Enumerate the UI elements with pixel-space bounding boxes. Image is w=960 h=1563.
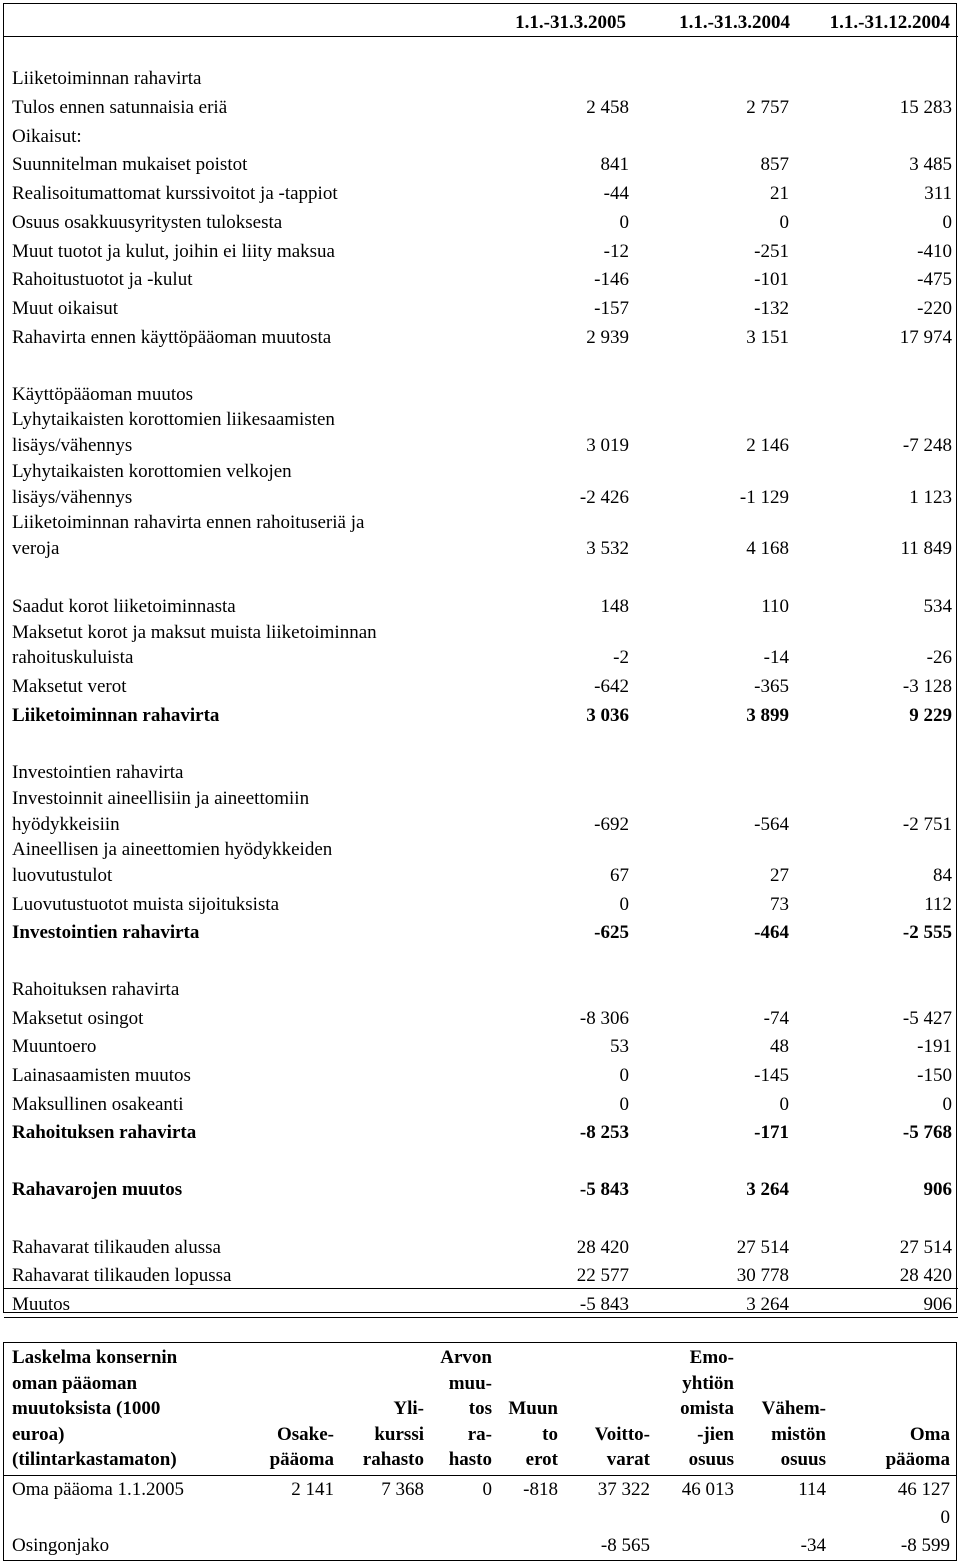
row-value-2: 27 (770, 865, 789, 886)
row-label: rahoituskuluista (12, 647, 134, 668)
row-value-3: -2 555 (902, 922, 952, 943)
row-value-2: 48 (770, 1036, 789, 1057)
row-label: Suunnitelman mukaiset poistot (12, 154, 248, 175)
translation-differences-header (498, 1343, 564, 1476)
equity-row (4, 1475, 957, 1504)
row-label: Liiketoiminnan rahavirta (12, 705, 220, 726)
row-value-1: -2 (613, 647, 629, 668)
header-line: Emo- (689, 1347, 734, 1368)
header-line: pääoma (885, 1449, 950, 1470)
row-value-2: 21 (770, 183, 789, 204)
equity-cell: 0 (482, 1478, 492, 1500)
row-value-2: -74 (763, 1008, 789, 1029)
header-divider (4, 36, 958, 37)
row-label: luovutustulot (12, 865, 113, 886)
row-value-3: 906 (923, 1179, 952, 1200)
row-value-1: 0 (619, 1065, 629, 1086)
row-value-2: 0 (779, 1094, 789, 1115)
header-line: kurssi (374, 1423, 424, 1445)
header-line: pääoma (269, 1449, 334, 1470)
equity-row (4, 1532, 957, 1561)
row-value-3: 17 974 (899, 327, 952, 348)
cash-flow-row (4, 865, 958, 891)
row-value-2: 0 (779, 212, 789, 233)
row-label: Lyhytaikaisten korottomien liikesaamisten (12, 409, 335, 430)
row-value-1: 0 (619, 1094, 629, 1115)
header-line: Arvon (440, 1347, 492, 1368)
row-value-1: 148 (600, 596, 629, 617)
row-value-3: 84 (933, 865, 952, 886)
row-label: Maksetut verot (12, 676, 127, 697)
equity-cell (740, 1504, 832, 1532)
row-value-3: 9 229 (909, 705, 952, 726)
row-value-1: -642 (594, 676, 629, 697)
cash-flow-row (4, 705, 958, 731)
row-label: Muutos (12, 1294, 71, 1315)
row-value-3: -410 (917, 241, 952, 262)
equity-row (4, 1504, 957, 1532)
cash-flow-row (4, 435, 958, 461)
row-value-1: 3 019 (586, 435, 629, 456)
cash-flow-row (4, 327, 958, 353)
row-value-2: -251 (754, 241, 789, 262)
equity-cell (430, 1504, 498, 1532)
header-line: euroa) (12, 1423, 65, 1445)
equity-cell (564, 1504, 656, 1532)
row-value-2: -464 (754, 922, 789, 943)
header-line: -jien (697, 1423, 734, 1445)
header-line: Oma (909, 1423, 950, 1445)
header-line: Laskelma konsernin (12, 1347, 178, 1368)
row-value-1: -2 426 (579, 487, 629, 508)
equity-row-label (4, 1504, 237, 1532)
row-value-1: -157 (594, 298, 629, 319)
row-value-2: -132 (754, 298, 789, 319)
equity-title-header (4, 1343, 237, 1476)
cash-flow-row (4, 1122, 958, 1148)
row-value-2: 3 899 (746, 705, 789, 726)
row-label: Rahavarat tilikauden alussa (12, 1237, 221, 1258)
row-value-3: 311 (924, 183, 952, 204)
header-line: yhtiön (682, 1372, 734, 1394)
row-value-1: 2 458 (586, 97, 629, 118)
period-header-2004fy: 1.1.-31.12.2004 (829, 12, 950, 33)
cash-flow-row (4, 762, 958, 788)
row-value-3: -5 768 (902, 1122, 952, 1143)
row-value-3: 112 (924, 894, 952, 915)
row-value-3: 11 849 (900, 538, 952, 559)
row-value-3: -3 128 (902, 676, 952, 697)
header-line: muu- (448, 1372, 492, 1394)
row-value-2: 3 151 (746, 327, 789, 348)
row-label: Saadut korot liiketoiminnasta (12, 596, 236, 617)
row-value-1: -8 306 (579, 1008, 629, 1029)
row-label: Tulos ennen satunnaisia eriä (12, 97, 228, 118)
row-value-1: -12 (603, 241, 629, 262)
row-label: Rahoituksen rahavirta (12, 1122, 197, 1143)
row-value-1: -625 (594, 922, 629, 943)
row-value-2: -145 (754, 1065, 789, 1086)
cash-flow-row (4, 676, 958, 702)
row-value-3: -2 751 (902, 814, 952, 835)
cash-flow-row (4, 154, 958, 180)
equity-cell (656, 1532, 740, 1561)
row-label: Maksullinen osakeanti (12, 1094, 184, 1115)
cash-flow-row (4, 979, 958, 1005)
header-line: Voitto- (594, 1423, 650, 1445)
revaluation-reserve-header (430, 1343, 498, 1476)
cash-flow-row (4, 212, 958, 238)
header-line: Vähem- (761, 1398, 826, 1419)
row-label: Lyhytaikaisten korottomien velkojen (12, 461, 292, 482)
equity-cell: -8 565 (600, 1534, 650, 1556)
equity-header-row (4, 1343, 957, 1476)
row-value-1: 3 036 (586, 705, 629, 726)
cash-flow-row (4, 68, 958, 94)
equity-cell: -818 (523, 1478, 558, 1500)
equity-cell: -34 (800, 1534, 826, 1556)
row-label: Liiketoiminnan rahavirta ennen rahoituseriä ja (12, 512, 365, 533)
cash-flow-row (4, 538, 958, 564)
cash-flow-row (4, 622, 958, 648)
row-value-1: -5 843 (579, 1294, 629, 1315)
share-capital-header (236, 1343, 340, 1476)
header-line: mistön (771, 1423, 826, 1445)
period-header-2005q1: 1.1.-31.3.2005 (515, 12, 626, 33)
row-value-2: -564 (754, 814, 789, 835)
row-label: Lainasaamisten muutos (12, 1065, 191, 1086)
cash-flow-row (4, 298, 958, 324)
header-line: osuus (780, 1449, 826, 1470)
equity-changes-table (3, 1342, 957, 1561)
cash-flow-row (4, 512, 958, 538)
row-value-2: 110 (761, 596, 789, 617)
cash-flow-row (4, 409, 958, 435)
cash-flow-row (4, 839, 958, 865)
header-line: oman pääoman (12, 1372, 138, 1394)
equity-row-label: Oma pääoma 1.1.2005 (12, 1478, 185, 1500)
header-line: varat (606, 1449, 650, 1470)
row-value-3: -220 (917, 298, 952, 319)
row-value-2: -1 129 (739, 487, 789, 508)
row-label: hyödykkeisiin (12, 814, 120, 835)
cash-flow-statement (3, 3, 957, 1313)
minority-share-header (740, 1343, 832, 1476)
row-label: lisäys/vähennys (12, 435, 133, 456)
row-value-2: 3 264 (746, 1179, 789, 1200)
row-value-2: 3 264 (746, 1294, 789, 1315)
retained-earnings-header (564, 1343, 656, 1476)
period-header-2004q1: 1.1.-31.3.2004 (679, 12, 790, 33)
equity-cell: 7 368 (381, 1478, 424, 1500)
cash-flow-row (4, 922, 958, 948)
cash-flow-row (4, 241, 958, 267)
cash-flow-row (4, 1065, 958, 1091)
row-value-1: -146 (594, 269, 629, 290)
cash-flow-row (4, 1094, 958, 1120)
cash-flow-row (4, 1237, 958, 1263)
row-value-2: -14 (763, 647, 789, 668)
row-value-3: -475 (917, 269, 952, 290)
row-value-1: -8 253 (579, 1122, 629, 1143)
cash-flow-row (4, 269, 958, 295)
row-value-2: -365 (754, 676, 789, 697)
header-line: to (542, 1423, 558, 1445)
equity-cell: 0 (940, 1506, 950, 1528)
cash-flow-row (4, 1008, 958, 1034)
row-value-1: -44 (603, 183, 629, 204)
row-value-3: 28 420 (899, 1265, 952, 1286)
cash-flow-row (4, 126, 958, 152)
row-value-3: -5 427 (902, 1008, 952, 1029)
row-value-2: 27 514 (736, 1237, 789, 1258)
equity-cell (236, 1504, 340, 1532)
row-value-2: -171 (754, 1122, 789, 1143)
cash-flow-row (4, 647, 958, 673)
row-value-2: 4 168 (746, 538, 789, 559)
cash-flow-row (4, 1036, 958, 1062)
row-label: Muuntoero (12, 1036, 97, 1057)
row-value-2: 73 (770, 894, 789, 915)
equity-cell: 2 141 (291, 1478, 334, 1500)
row-label: Maksetut osingot (12, 1008, 144, 1029)
header-line: hasto (448, 1449, 492, 1470)
row-value-1: 67 (610, 865, 629, 886)
total-equity-header (832, 1343, 957, 1476)
equity-cell (236, 1532, 340, 1561)
row-value-3: 0 (942, 212, 952, 233)
cash-flow-row (4, 487, 958, 513)
row-label: Aineellisen ja aineettomien hyödykkeiden (12, 839, 333, 860)
row-label: Muut tuotot ja kulut, joihin ei liity maksua (12, 241, 335, 262)
row-label: Realisoitumattomat kurssivoitot ja -tappiot (12, 183, 338, 204)
cash-flow-row (4, 788, 958, 814)
equity-cell (430, 1532, 498, 1561)
header-line: muutoksista (1000 (12, 1398, 161, 1419)
header-line: osuus (688, 1449, 734, 1470)
equity-cell: 46 127 (897, 1478, 950, 1500)
header-line: ra- (467, 1423, 492, 1445)
cash-flow-row (4, 1179, 958, 1205)
row-value-3: -191 (917, 1036, 952, 1057)
row-label: Maksetut korot ja maksut muista liiketoiminnan (12, 622, 377, 643)
parent-owners-share-header (656, 1343, 740, 1476)
cash-flow-row (4, 97, 958, 123)
row-value-3: 1 123 (909, 487, 952, 508)
row-label: Muut oikaisut (12, 298, 119, 319)
row-value-3: -7 248 (902, 435, 952, 456)
equity-cell: 46 013 (681, 1478, 734, 1500)
row-value-1: 841 (600, 154, 629, 175)
cash-flow-row (4, 894, 958, 920)
cash-flow-row (4, 596, 958, 622)
equity-cell: 37 322 (597, 1478, 650, 1500)
header-line: (tilintarkastamaton) (12, 1449, 177, 1470)
equity-cell (498, 1532, 564, 1561)
row-value-2: 2 757 (746, 97, 789, 118)
row-label: Rahoitustuotot ja -kulut (12, 269, 193, 290)
row-value-1: 0 (619, 894, 629, 915)
row-label: Investointien rahavirta (12, 762, 184, 783)
row-label: Investointien rahavirta (12, 922, 200, 943)
cash-flow-row (4, 814, 958, 840)
equity-cell: 114 (798, 1478, 826, 1500)
row-label: Luovutustuotot muista sijoituksista (12, 894, 280, 915)
cash-flow-row (4, 384, 958, 410)
row-label: Käyttöpääoman muutos (12, 384, 193, 405)
equity-row-label: Osingonjako (12, 1534, 110, 1556)
row-value-2: -101 (754, 269, 789, 290)
header-line: Osake- (277, 1423, 334, 1445)
row-value-3: 27 514 (899, 1237, 952, 1258)
share-premium-header (340, 1343, 430, 1476)
header-line: rahasto (362, 1449, 424, 1470)
row-label: Rahavirta ennen käyttöpääoman muutosta (12, 327, 332, 348)
row-value-1: -692 (594, 814, 629, 835)
equity-cell (498, 1504, 564, 1532)
row-value-3: 906 (923, 1294, 952, 1315)
row-value-3: 534 (923, 596, 952, 617)
row-label: Osuus osakkuusyritysten tuloksesta (12, 212, 283, 233)
row-value-2: 30 778 (736, 1265, 789, 1286)
row-value-3: 3 485 (909, 154, 952, 175)
equity-rows (4, 1475, 957, 1560)
row-value-1: 3 532 (586, 538, 629, 559)
equity-cell (340, 1504, 430, 1532)
header-line: omista (680, 1398, 734, 1419)
row-divider (4, 1317, 958, 1318)
row-value-3: 15 283 (899, 97, 952, 118)
cash-flow-row (4, 183, 958, 209)
row-value-1: -5 843 (579, 1179, 629, 1200)
header-line: Yli- (393, 1398, 424, 1419)
row-label: veroja (12, 538, 60, 559)
row-value-1: 28 420 (576, 1237, 629, 1258)
row-label: Investoinnit aineellisiin ja aineettomiin (12, 788, 310, 809)
header-line: tos (468, 1398, 492, 1419)
row-value-1: 53 (610, 1036, 629, 1057)
row-value-3: -150 (917, 1065, 952, 1086)
row-value-3: 0 (942, 1094, 952, 1115)
row-label: Rahoituksen rahavirta (12, 979, 180, 1000)
row-value-2: 2 146 (746, 435, 789, 456)
header-line: erot (525, 1449, 558, 1470)
row-divider (4, 1288, 958, 1289)
row-label: Liiketoiminnan rahavirta (12, 68, 202, 89)
row-value-1: 0 (619, 212, 629, 233)
row-label: Rahavarat tilikauden lopussa (12, 1265, 232, 1286)
equity-cell (340, 1532, 430, 1561)
row-value-1: 22 577 (576, 1265, 629, 1286)
equity-cell: -8 599 (900, 1534, 950, 1556)
row-value-1: 2 939 (586, 327, 629, 348)
row-value-3: -26 (926, 647, 952, 668)
row-label: Oikaisut: (12, 126, 82, 147)
header-line: Muun (508, 1398, 558, 1419)
equity-cell (656, 1504, 740, 1532)
row-label: Rahavarojen muutos (12, 1179, 183, 1200)
row-value-2: 857 (760, 154, 789, 175)
row-label: lisäys/vähennys (12, 487, 133, 508)
cash-flow-row (4, 461, 958, 487)
